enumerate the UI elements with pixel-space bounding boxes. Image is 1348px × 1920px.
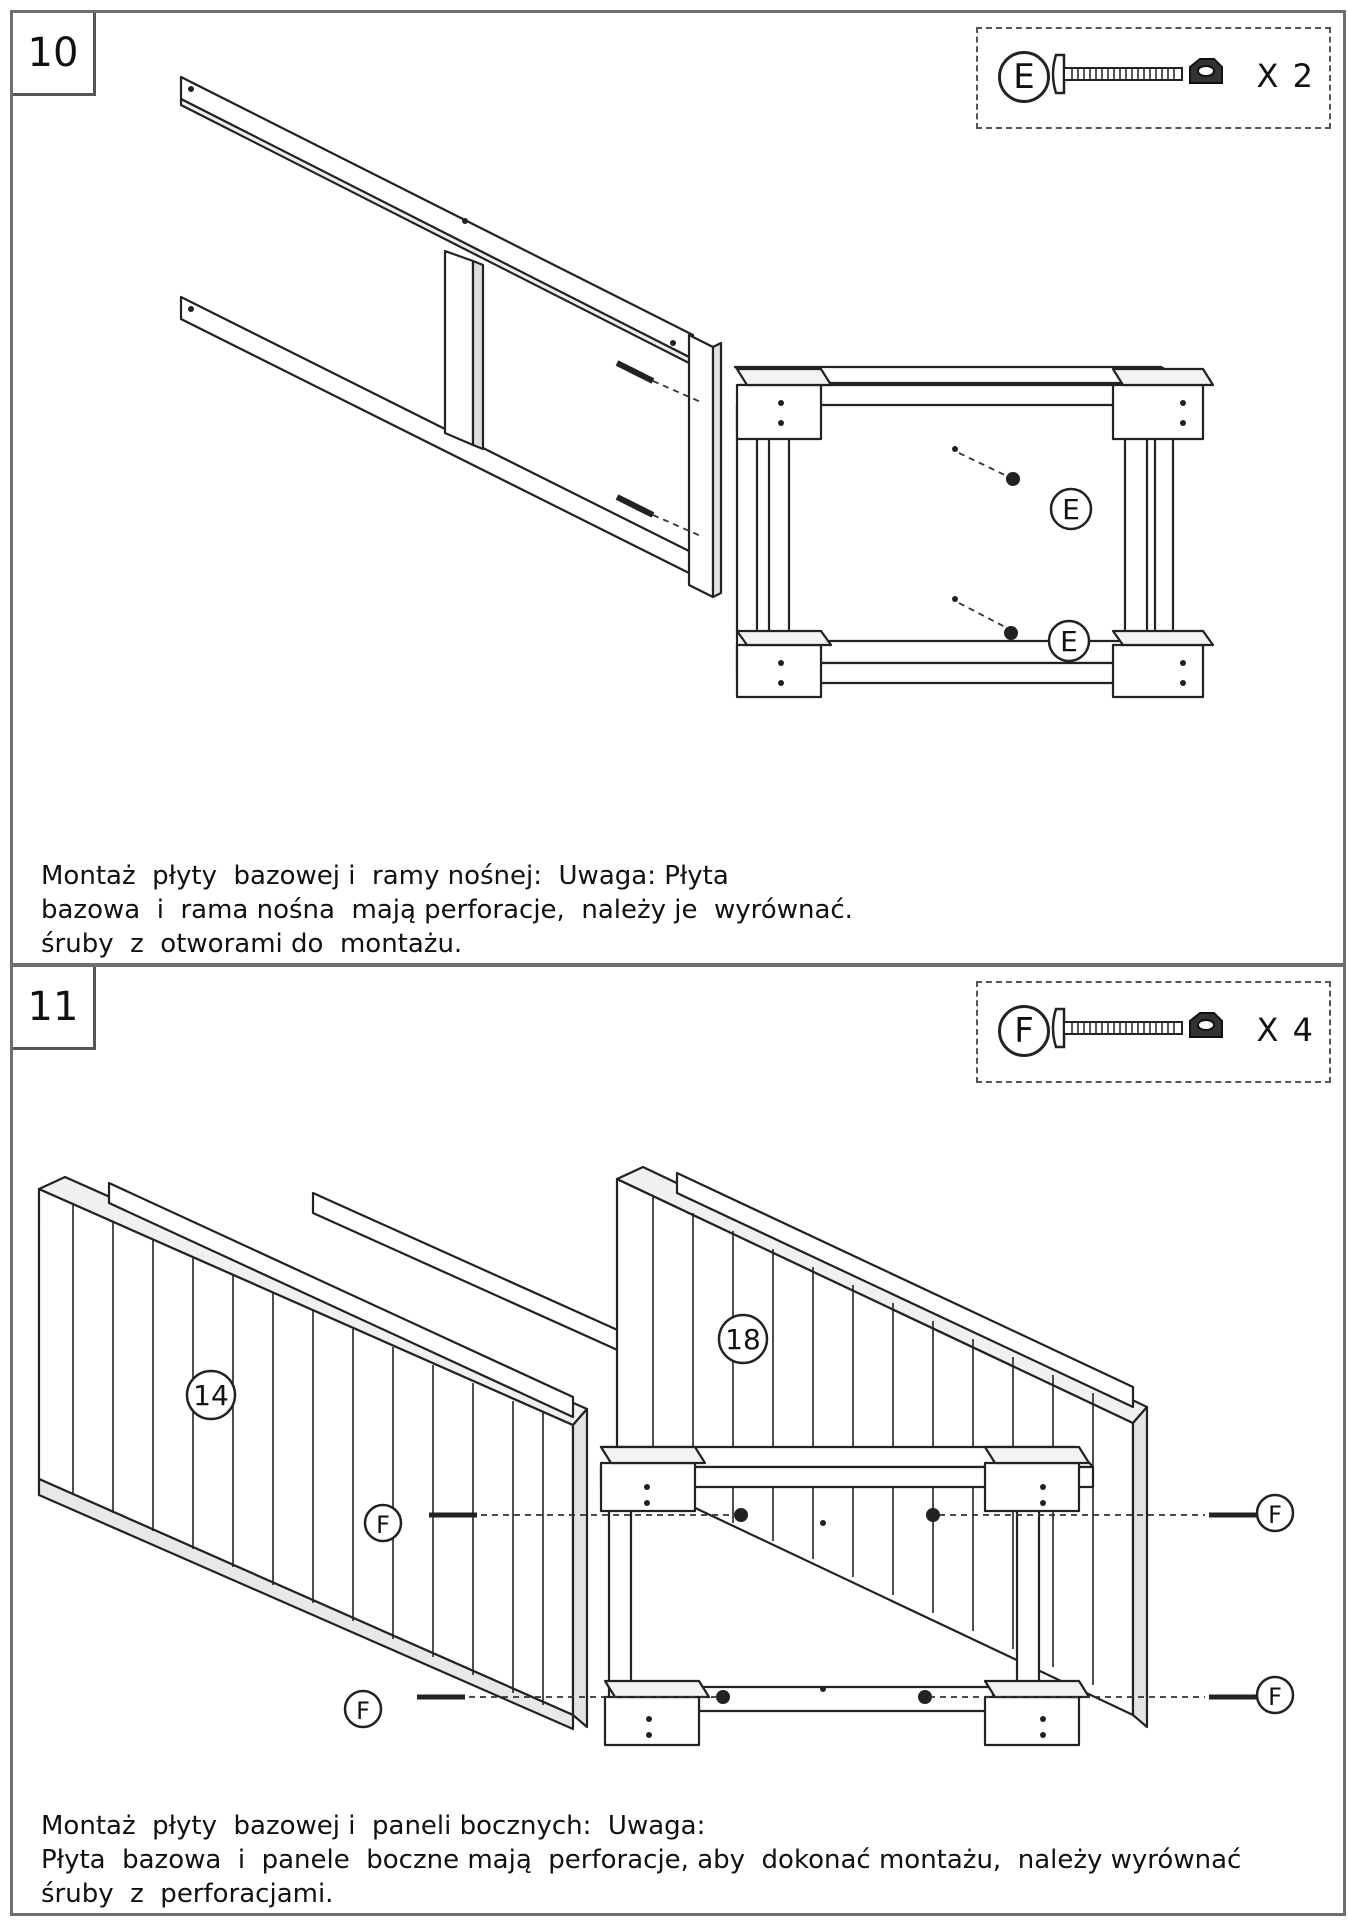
step-number: 11 xyxy=(13,967,96,1050)
instruction-line: Montaż płyty bazowej i paneli bocznych: Uwaga: xyxy=(41,1811,706,1841)
step-10-illustration xyxy=(13,13,1343,963)
part-label-f: F xyxy=(376,1511,390,1539)
part-label-f: F xyxy=(1268,1683,1282,1711)
panel-number-label: 18 xyxy=(725,1323,761,1356)
instruction-line: bazowa i rama nośna mają perforacje, należy je wyrównać. xyxy=(41,895,853,925)
step-11-illustration xyxy=(13,967,1343,1917)
instruction-line: śruby z perforacjami. xyxy=(41,1879,334,1909)
step-10-panel xyxy=(10,10,1346,966)
step-11-instructions xyxy=(41,1809,1241,1911)
instruction-line: śruby z otworami do montażu. xyxy=(41,929,463,959)
hardware-letter: E xyxy=(998,51,1050,103)
panel-number-label: 14 xyxy=(193,1379,229,1412)
hardware-quantity: X 2 xyxy=(1256,57,1315,95)
part-label-e: E xyxy=(1062,493,1080,526)
instruction-line: Montaż płyty bazowej i ramy nośnej: Uwaga: Płyta xyxy=(41,861,729,891)
part-label-e: E xyxy=(1060,625,1078,658)
step-number: 10 xyxy=(13,13,96,96)
hardware-letter: F xyxy=(998,1005,1050,1057)
hardware-quantity: X 4 xyxy=(1256,1011,1315,1049)
step-10-instructions xyxy=(41,859,853,961)
instruction-line: Płyta bazowa i panele boczne mają perforacje, aby dokonać montażu, należy wyrównać xyxy=(41,1845,1242,1875)
step-11-panel xyxy=(10,964,1346,1916)
part-label-f: F xyxy=(1268,1501,1282,1529)
part-label-f: F xyxy=(356,1697,370,1725)
